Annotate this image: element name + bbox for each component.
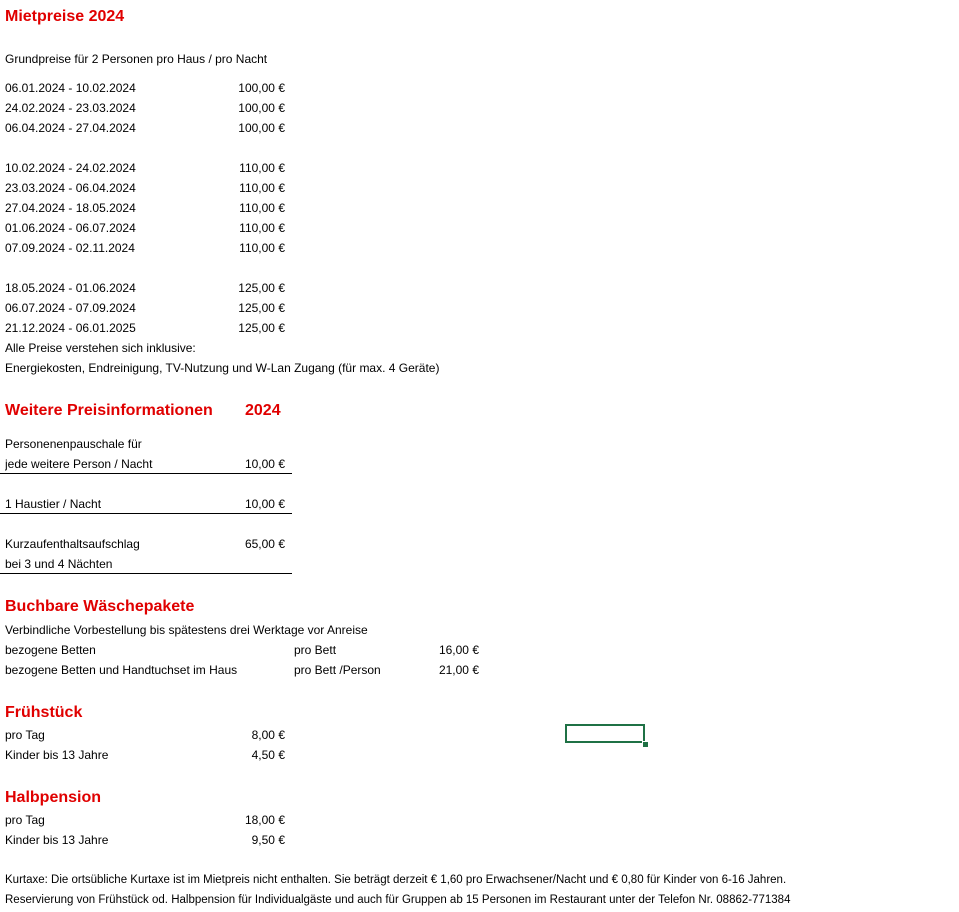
heading-mietpreise: Mietpreise 2024: [5, 8, 125, 25]
price: 100,00 €: [238, 121, 285, 135]
fill-handle[interactable]: [642, 741, 649, 748]
extra-person-price: 10,00 €: [244, 457, 285, 471]
divider: [0, 513, 292, 514]
halfboard-item-price: 18,00 €: [244, 813, 285, 827]
linen-item-price: 21,00 €: [438, 663, 479, 677]
heading-waeschepakete: Buchbare Wäschepakete: [5, 598, 195, 615]
price: 125,00 €: [238, 321, 285, 335]
linen-item-unit: pro Bett /Person: [294, 663, 381, 677]
price: 110,00 €: [239, 161, 285, 175]
short-stay-condition: bei 3 und 4 Nächten: [5, 557, 113, 571]
date-range: 21.12.2024 - 06.01.2025: [5, 321, 136, 335]
date-range: 18.05.2024 - 01.06.2024: [5, 281, 136, 295]
base-price-intro: Grundpreise für 2 Personen pro Haus / pro Nacht: [5, 52, 268, 66]
date-range: 01.06.2024 - 06.07.2024: [5, 221, 136, 235]
heading-weitere-preisinformationen: Weitere Preisinformationen: [5, 402, 213, 419]
inclusive-details: Energiekosten, Endreinigung, TV-Nutzung und W-Lan Zugang (für max. 4 Geräte): [5, 361, 440, 375]
date-range: 06.04.2024 - 27.04.2024: [5, 121, 136, 135]
breakfast-item-price: 4,50 €: [251, 748, 285, 762]
divider: [0, 573, 292, 574]
price: 100,00 €: [238, 81, 285, 95]
price: 100,00 €: [238, 101, 285, 115]
extra-person-label-2: jede weitere Person / Nacht: [5, 457, 153, 471]
date-range: 07.09.2024 - 02.11.2024: [5, 241, 135, 255]
breakfast-item-label: Kinder bis 13 Jahre: [5, 748, 109, 762]
date-range: 06.07.2024 - 07.09.2024: [5, 301, 136, 315]
price: 125,00 €: [238, 301, 285, 315]
inclusive-note: Alle Preise verstehen sich inklusive:: [5, 341, 196, 355]
price: 110,00 €: [239, 241, 285, 255]
breakfast-item-price: 8,00 €: [251, 728, 285, 742]
divider: [0, 473, 292, 474]
heading-year: 2024: [245, 402, 281, 419]
date-range: 24.02.2024 - 23.03.2024: [5, 101, 136, 115]
halfboard-item-label: pro Tag: [5, 813, 45, 827]
halfboard-item-label: Kinder bis 13 Jahre: [5, 833, 109, 847]
selected-cell[interactable]: [565, 724, 645, 743]
short-stay-price: 65,00 €: [244, 537, 285, 551]
price: 110,00 €: [239, 221, 285, 235]
breakfast-item-label: pro Tag: [5, 728, 45, 742]
date-range: 27.04.2024 - 18.05.2024: [5, 201, 136, 215]
extra-person-label: Personenenpauschale für: [5, 437, 142, 451]
linen-item-label: bezogene Betten: [5, 643, 96, 657]
date-range: 10.02.2024 - 24.02.2024: [5, 161, 136, 175]
linen-note: Verbindliche Vorbestellung bis spätestens drei Werktage vor Anreise: [5, 623, 368, 637]
date-range: 23.03.2024 - 06.04.2024: [5, 181, 136, 195]
date-range: 06.01.2024 - 10.02.2024: [5, 81, 136, 95]
kurtaxe-note: Kurtaxe: Die ortsübliche Kurtaxe ist im Mietpreis nicht enthalten. Sie beträgt derzeit € 1,60 pro Erwachsener/Nacht und € 0,80 für Kinder von 6-16 Jahren.: [5, 874, 787, 886]
price: 125,00 €: [238, 281, 285, 295]
short-stay-label: Kurzaufenthaltsaufschlag: [5, 537, 140, 551]
price: 110,00 €: [239, 181, 285, 195]
reservation-note: Reservierung von Frühstück od. Halbpension für Individualgäste und auch für Gruppen ab 15 Personen im Restaurant unter der Telefon Nr. 08862-771384: [5, 894, 791, 906]
pet-price: 10,00 €: [244, 497, 285, 511]
linen-item-price: 16,00 €: [438, 643, 479, 657]
pet-label: 1 Haustier / Nacht: [5, 497, 102, 511]
price: 110,00 €: [239, 201, 285, 215]
heading-halbpension: Halbpension: [5, 789, 102, 806]
halfboard-item-price: 9,50 €: [251, 833, 285, 847]
heading-fruehstueck: Frühstück: [5, 704, 83, 721]
linen-item-unit: pro Bett: [294, 643, 337, 657]
linen-item-label: bezogene Betten und Handtuchset im Haus: [5, 663, 238, 677]
